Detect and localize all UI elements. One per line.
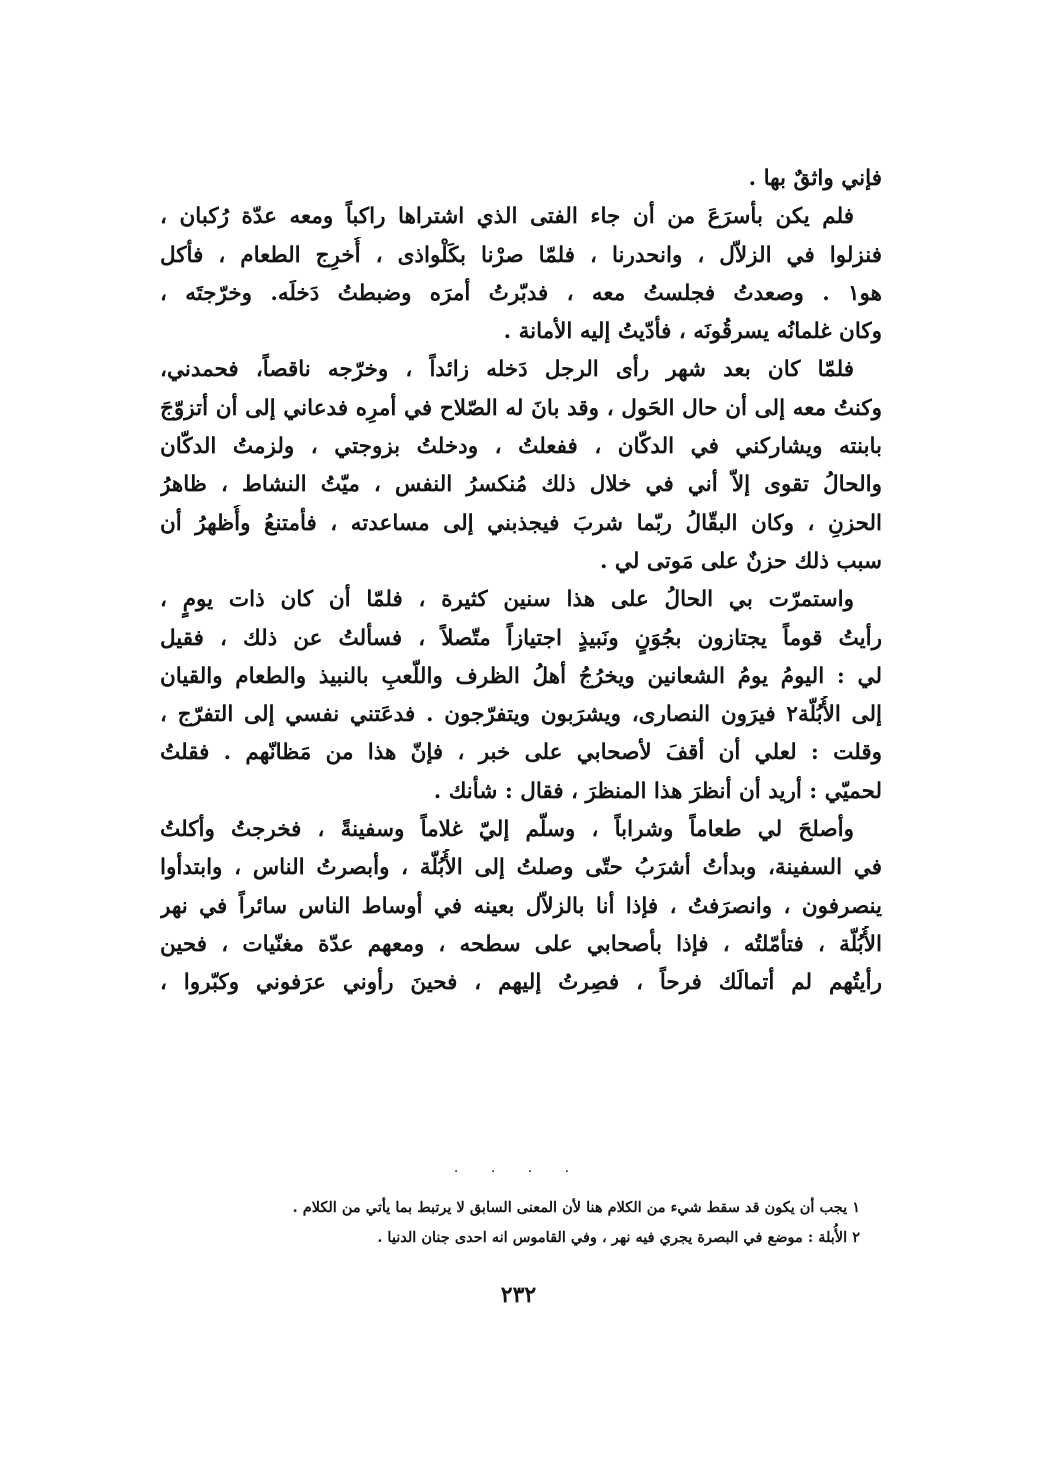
text-line: هو١ . وصعدتُ فجلستُ معه ، فدبّرتُ أمرَه وضبطتُ دَخلَه. وخرّجتَه ، [160,280,882,306]
footnote-2: ٢ الأُبلة : موضع في البصرة يجري فيه نهر ، وفي القاموس انه احدى جنان الدنيا . [377,1229,860,1246]
text-line: فلمّا كان بعد شهر رأى الرجل دَخله زائداً ، وخرّجه ناقصاً، فحمدني، [160,357,854,383]
footnotes [160,1193,860,1253]
text-line: سبب ذلك حزنٌ على مَوتى لي . [599,548,882,574]
text-line: لحميّي : أريد أن أنظرَ هذا المنظرَ ، فقال : شأنك . [433,778,882,804]
footnote-1: ١ يجب أن يكون قد سقط شيء من الكلام هنا لأن المعنى السابق لا يرتبط بما يأتي من الكلام . [292,1199,860,1216]
text-line: وكنتُ معه إلى أن حال الحَول ، وقد بانَ له الصّلاح في أمرِه فدعاني إلى أن أتزوّجَ [160,395,882,421]
text-line: رأيتُهم لم أتمالَك فرحاً ، فصِرتُ إليهم ، فحينَ رأوني عرَفوني وكبّروا ، [160,970,882,996]
page-number: ٢٣٢ [500,1282,537,1308]
text-line: فنزلوا في الزلاّل ، وانحدرنا ، فلمّا صرْنا بكَلْواذى ، أُخرِج الطعام ، فأكل [160,242,882,268]
text-line: رأيتُ قوماً يجتازون بجُوَنٍ ونَبيذٍ اجتيازاً متّصلاً ، فسألتُ عن ذلك ، فقيل [160,625,882,651]
body-text [160,160,882,1003]
text-line: لي : اليومُ يومُ الشعانين ويخرُجُ أهلُ الظرف واللّعبِ بالنبيذ والطعام والقيان [160,663,882,689]
text-line: وقلت : لعلي أن أقفَ لأصحابي على خبر ، فإنّ هذا من مَظانّهم . فقلتُ [160,740,882,766]
text-line: الحزنِ ، وكان البقّالُ ربّما شربَ فيجذبني إلى مساعدته ، فأمتنعُ وأُظهرُ أن [160,510,882,536]
text-line: بابنته ويشاركني في الدكّان ، ففعلتُ ، ودخلتُ بزوجتي ، ولزمتُ الدكّان [160,434,882,460]
text-line: وكان غلمانُه يسرقُونَه ، فأدّيتُ إليه الأمانة . [503,319,882,345]
text-line: ينصرفون ، وانصرَفتُ ، فإذا أنا بالزلاّل بعينه في أوساط الناس سائراً في نهر [160,893,882,919]
text-line: فإني واثقٌ بها . [748,166,882,191]
text-line: والحالُ تقوى إلاّ أني في خلال ذلك مُنكسرُ النفس ، ميّتُ النشاط ، ظاهرُ [160,472,882,498]
text-line: وأصلحَ لي طعاماً وشراباً ، وسلّم إليّ غلاماً وسفينةً ، فخرجتُ وأكلتُ [160,817,854,843]
text-line: الأُبُلّة ، فتأمّلتُه ، فإذا بأصحابي على سطحه ، ومعهم عدّة مغنّيات ، فحين [160,931,882,957]
text-line: واستمرّت بي الحالُ على هذا سنين كثيرة ، فلمّا أن كان ذات يومٍ ، [160,587,854,613]
text-line: فلم يكن بأسرَعَ من أن جاء الفتى الذي اشتراها راكباً ومعه عدّة رُكبان ، [160,204,854,230]
text-line: إلى الأُبُلّة٢ فيرَون النصارى، ويشرَبون ويتفرّجون . فدعَتني نفسي إلى التفرّج ، [160,702,882,728]
text-line: في السفينة، وبدأتُ أشرَبُ حتّى وصلتُ إلى الأُبُلّة ، وأبصرتُ الناس ، وابتدأوا [160,855,882,881]
footnote-separator: . . . . [453,1160,584,1176]
